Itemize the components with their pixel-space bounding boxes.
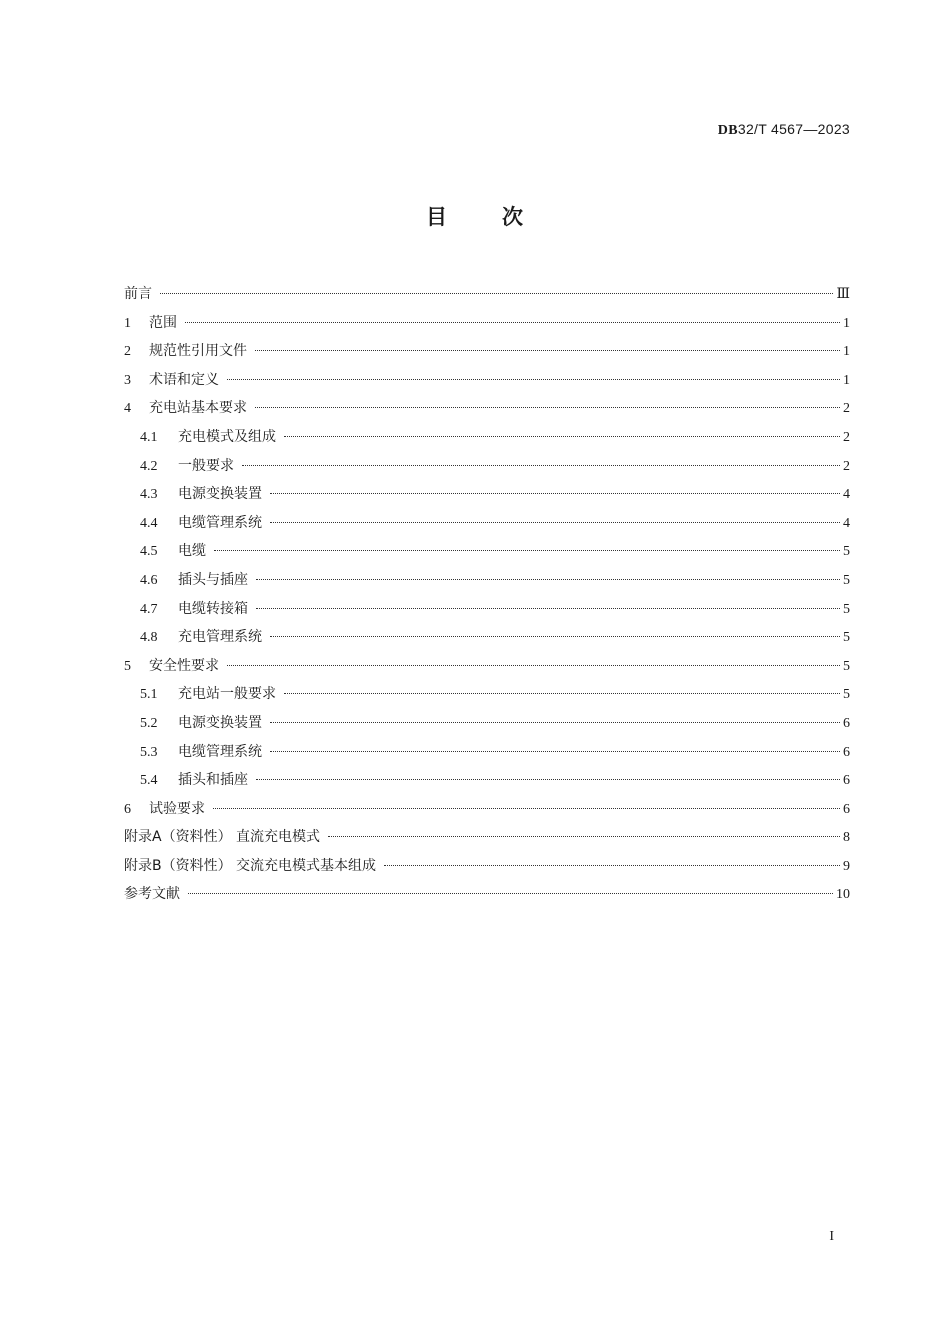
toc-entry[interactable] xyxy=(124,280,850,309)
toc-entry-number: 1 xyxy=(124,315,131,331)
toc-entry-title: 一般要求 xyxy=(178,457,234,474)
toc-entry-number: 5.1 xyxy=(140,687,158,703)
toc-entry-title: 附录A（资料性） 直流充电模式 xyxy=(124,829,321,846)
table-of-contents xyxy=(124,280,850,909)
toc-dot-leader xyxy=(284,693,840,694)
toc-entry-page: 6 xyxy=(843,801,850,817)
toc-entry-number: 2 xyxy=(124,344,131,360)
toc-entry-page: 1 xyxy=(843,315,850,331)
toc-title-char-1: 目 xyxy=(426,205,448,229)
toc-dot-leader xyxy=(255,350,840,351)
toc-entry-title: 电源变换装置 xyxy=(178,714,262,731)
toc-entry-page: 4 xyxy=(843,487,850,503)
toc-dot-leader xyxy=(256,779,840,780)
toc-entry-page: 5 xyxy=(843,687,850,703)
toc-entry-page: 5 xyxy=(843,572,850,588)
toc-dot-leader xyxy=(256,608,840,609)
toc-entry-title: 电缆管理系统 xyxy=(178,514,262,531)
toc-entry-title: 电缆管理系统 xyxy=(178,743,262,760)
page-number: I xyxy=(829,1229,834,1244)
toc-entry-page: 1 xyxy=(843,372,850,388)
toc-entry[interactable] xyxy=(124,423,850,452)
toc-entry-title: 安全性要求 xyxy=(149,657,219,674)
toc-entry-number: 5 xyxy=(124,658,131,674)
toc-dot-leader xyxy=(270,493,840,494)
toc-entry[interactable] xyxy=(124,795,850,824)
toc-dot-leader xyxy=(256,579,840,580)
toc-entry-page: 2 xyxy=(843,401,850,417)
toc-dot-leader xyxy=(227,665,840,666)
toc-entry[interactable] xyxy=(124,480,850,509)
toc-entry-page: 6 xyxy=(843,744,850,760)
toc-entry-number: 5.3 xyxy=(140,744,158,760)
toc-entry[interactable] xyxy=(124,738,850,767)
toc-entry[interactable] xyxy=(124,337,850,366)
toc-entry-number: 4.3 xyxy=(140,487,158,503)
toc-title xyxy=(0,201,950,231)
toc-dot-leader xyxy=(214,550,840,551)
toc-entry-title: 插头与插座 xyxy=(178,571,248,588)
toc-entry[interactable] xyxy=(124,309,850,338)
toc-entry-title: 电源变换装置 xyxy=(178,486,262,503)
toc-entry-page: 2 xyxy=(843,429,850,445)
toc-entry-number: 4.8 xyxy=(140,630,158,646)
toc-entry[interactable] xyxy=(124,766,850,795)
toc-dot-leader xyxy=(188,893,833,894)
toc-entry-title: 试验要求 xyxy=(149,800,205,817)
toc-entry-page: 8 xyxy=(843,830,850,846)
toc-entry-page: 5 xyxy=(843,658,850,674)
toc-entry-title: 充电站一般要求 xyxy=(178,686,276,703)
toc-entry-title: 充电管理系统 xyxy=(178,629,262,646)
toc-entry-number: 4 xyxy=(124,401,131,417)
toc-entry-page: 10 xyxy=(836,887,850,903)
toc-entry-page: 5 xyxy=(843,630,850,646)
toc-dot-leader xyxy=(270,751,840,752)
toc-entry-title: 术语和定义 xyxy=(149,371,219,388)
toc-entry[interactable] xyxy=(124,537,850,566)
toc-dot-leader xyxy=(270,722,840,723)
toc-entry[interactable] xyxy=(124,623,850,652)
toc-dot-leader xyxy=(284,436,840,437)
toc-entry-number: 3 xyxy=(124,372,131,388)
toc-entry[interactable] xyxy=(124,680,850,709)
toc-entry[interactable] xyxy=(124,366,850,395)
toc-entry-number: 5.4 xyxy=(140,773,158,789)
toc-entry-page: 2 xyxy=(843,458,850,474)
toc-entry-title: 电缆转接箱 xyxy=(178,600,248,617)
toc-dot-leader xyxy=(270,636,840,637)
toc-dot-leader xyxy=(242,465,840,466)
toc-entry[interactable] xyxy=(124,452,850,481)
toc-dot-leader xyxy=(213,808,840,809)
toc-entry-page: 6 xyxy=(843,715,850,731)
toc-entry[interactable] xyxy=(124,566,850,595)
toc-entry[interactable] xyxy=(124,823,850,852)
toc-entry-number: 4.6 xyxy=(140,572,158,588)
toc-dot-leader xyxy=(227,379,840,380)
toc-entry[interactable] xyxy=(124,880,850,909)
toc-entry-page: 9 xyxy=(843,858,850,874)
toc-entry-title: 附录B（资料性） 交流充电模式基本组成 xyxy=(124,857,377,874)
toc-dot-leader xyxy=(270,522,840,523)
toc-entry-title: 前言 xyxy=(124,286,152,302)
toc-entry-title: 范围 xyxy=(149,314,177,331)
toc-dot-leader xyxy=(328,836,840,837)
toc-entry[interactable] xyxy=(124,652,850,681)
toc-dot-leader xyxy=(160,293,833,294)
toc-entry-title: 参考文献 xyxy=(124,886,180,903)
toc-entry-title: 充电站基本要求 xyxy=(149,400,247,417)
standard-code-number: 32/T 4567—2023 xyxy=(737,121,850,137)
standard-code-prefix: DB xyxy=(717,123,738,138)
toc-dot-leader xyxy=(185,322,840,323)
toc-entry-page: 1 xyxy=(843,344,850,360)
toc-entry-page: 4 xyxy=(843,515,850,531)
toc-entry-page: 6 xyxy=(843,773,850,789)
toc-entry[interactable] xyxy=(124,509,850,538)
toc-entry[interactable] xyxy=(124,852,850,881)
toc-title-char-2: 次 xyxy=(502,205,524,229)
toc-entry-number: 5.2 xyxy=(140,715,158,731)
toc-entry-number: 6 xyxy=(124,801,131,817)
toc-entry-number: 4.5 xyxy=(140,544,158,560)
toc-entry-title: 充电模式及组成 xyxy=(178,428,276,445)
toc-entry-title: 插头和插座 xyxy=(178,772,248,789)
toc-dot-leader xyxy=(255,407,840,408)
toc-entry-page: 5 xyxy=(843,544,850,560)
standard-code xyxy=(718,121,850,139)
toc-entry-number: 4.4 xyxy=(140,515,158,531)
toc-entry-number: 4.7 xyxy=(140,601,158,617)
toc-entry-title: 规范性引用文件 xyxy=(149,343,247,360)
toc-entry[interactable] xyxy=(124,394,850,423)
toc-entry-number: 4.2 xyxy=(140,458,158,474)
toc-entry-number: 4.1 xyxy=(140,429,158,445)
toc-entry[interactable] xyxy=(124,709,850,738)
toc-entry-title: 电缆 xyxy=(178,543,206,560)
toc-entry-page: 5 xyxy=(843,601,850,617)
toc-dot-leader xyxy=(384,865,840,866)
toc-entry[interactable] xyxy=(124,595,850,624)
toc-entry-page: Ⅲ xyxy=(836,287,850,302)
